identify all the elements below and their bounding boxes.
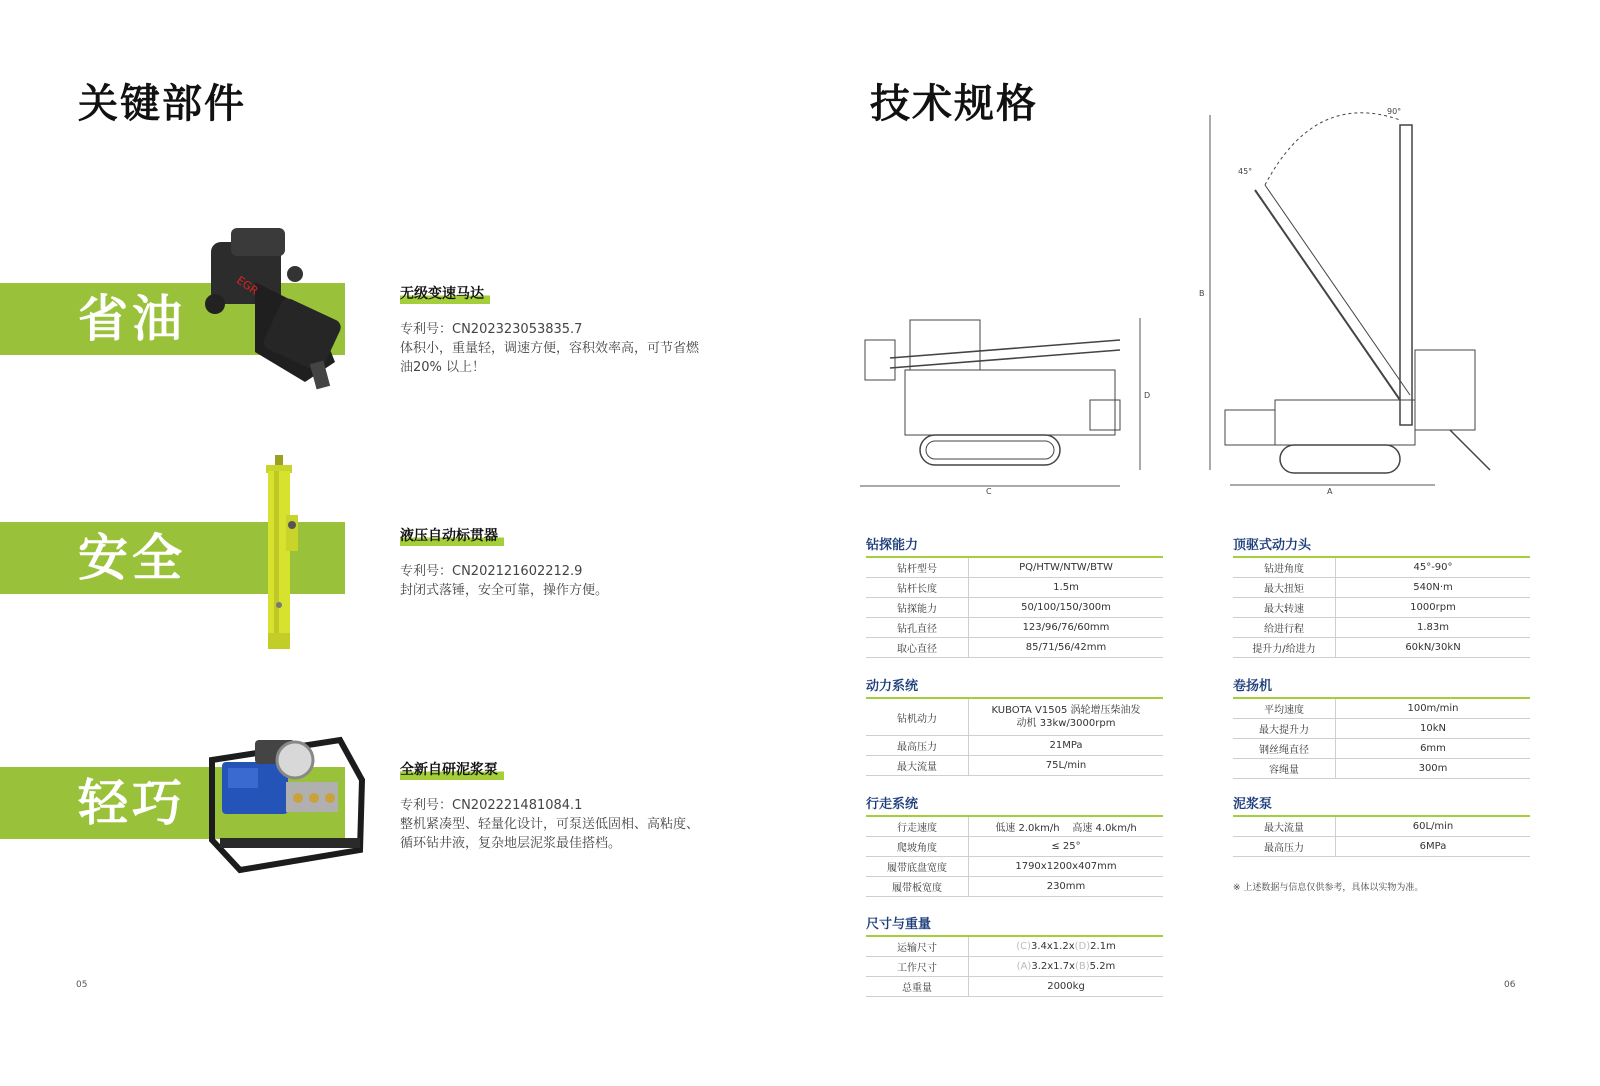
spec-section-winch bbox=[1233, 675, 1530, 779]
table-row bbox=[1233, 699, 1530, 719]
spec-value: 85/71/56/42mm bbox=[969, 638, 1164, 658]
spec-key: 行走速度 bbox=[866, 817, 969, 837]
page-number-left: 05 bbox=[76, 980, 88, 990]
spec-key: 钻孔直径 bbox=[866, 618, 969, 638]
rig-transport-drawing bbox=[860, 310, 1160, 500]
spec-key: 运输尺寸 bbox=[866, 937, 969, 957]
table-row bbox=[866, 957, 1163, 977]
spec-key: 给进行程 bbox=[1233, 618, 1336, 638]
table-row bbox=[1233, 719, 1530, 739]
spec-key: 钻机动力 bbox=[866, 699, 969, 736]
spec-section-title: 尺寸与重量 bbox=[866, 913, 1163, 937]
page-title-left: 关键部件 bbox=[78, 81, 246, 127]
rig-working-drawing bbox=[1195, 100, 1510, 500]
spec-key: 总重量 bbox=[866, 977, 969, 997]
spec-key: 爬坡角度 bbox=[866, 837, 969, 857]
spec-value: 300m bbox=[1336, 759, 1531, 779]
egr-logo: EGR bbox=[234, 273, 261, 298]
spec-key: 最大提升力 bbox=[1233, 719, 1336, 739]
band-label: 轻巧 bbox=[78, 774, 186, 832]
spec-value: (A)3.2x1.7x(B)5.2m bbox=[969, 957, 1164, 977]
spt-hammer-image bbox=[262, 455, 304, 655]
spec-value: 1790x1200x407mm bbox=[969, 857, 1164, 877]
spec-key: 工作尺寸 bbox=[866, 957, 969, 977]
spec-key: 最大扭矩 bbox=[1233, 578, 1336, 598]
angle-label-45: 45° bbox=[1238, 167, 1253, 176]
spec-key: 履带板宽度 bbox=[866, 877, 969, 897]
table-row bbox=[866, 977, 1163, 997]
feature-patent: 专利号：CN202121602212.9 bbox=[400, 564, 583, 579]
table-row bbox=[866, 857, 1163, 877]
spec-key: 最高压力 bbox=[866, 736, 969, 756]
feature-patent: 专利号：CN202323053835.7 bbox=[400, 322, 583, 337]
table-row bbox=[866, 937, 1163, 957]
angle-label-90: 90° bbox=[1387, 107, 1402, 116]
spec-value: 21MPa bbox=[969, 736, 1164, 756]
spec-key: 平均速度 bbox=[1233, 699, 1336, 719]
spec-key: 钻进角度 bbox=[1233, 558, 1336, 578]
table-row bbox=[866, 598, 1163, 618]
spec-value: 6mm bbox=[1336, 739, 1531, 759]
feature-item bbox=[400, 525, 710, 600]
table-row bbox=[866, 618, 1163, 638]
dimension-label-c: C bbox=[986, 487, 992, 496]
feature-name: 无级变速马达 bbox=[400, 283, 490, 304]
feature-item bbox=[400, 759, 710, 853]
spec-value: (C)3.4x1.2x(D)2.1m bbox=[969, 937, 1164, 957]
spec-section-mud-pump bbox=[1233, 793, 1530, 857]
spec-value: 100m/min bbox=[1336, 699, 1531, 719]
spec-value: 1.83m bbox=[1336, 618, 1531, 638]
table-row bbox=[1233, 558, 1530, 578]
spec-section-title: 卷扬机 bbox=[1233, 675, 1530, 699]
spec-section-title: 行走系统 bbox=[866, 793, 1163, 817]
spec-value: 60kN/30kN bbox=[1336, 638, 1531, 658]
spec-key: 钢丝绳直径 bbox=[1233, 739, 1336, 759]
spec-value: 2000kg bbox=[969, 977, 1164, 997]
spec-section-drilling bbox=[866, 534, 1163, 658]
spec-value: 1.5m bbox=[969, 578, 1164, 598]
spec-section-power bbox=[866, 675, 1163, 776]
spec-value: PQ/HTW/NTW/BTW bbox=[969, 558, 1164, 578]
spec-table bbox=[866, 558, 1163, 658]
spec-key: 最大流量 bbox=[1233, 817, 1336, 837]
page-number-right: 06 bbox=[1504, 980, 1516, 990]
table-row bbox=[866, 558, 1163, 578]
spec-key: 钻杆长度 bbox=[866, 578, 969, 598]
spec-section-dimensions bbox=[866, 913, 1163, 997]
spec-value: 50/100/150/300m bbox=[969, 598, 1164, 618]
spec-section-travel bbox=[866, 793, 1163, 897]
spec-value: 540N·m bbox=[1336, 578, 1531, 598]
table-row bbox=[1233, 598, 1530, 618]
dimension-label-b: B bbox=[1199, 289, 1205, 298]
spec-key: 最大流量 bbox=[866, 756, 969, 776]
spec-value: 75L/min bbox=[969, 756, 1164, 776]
spec-value: 60L/min bbox=[1336, 817, 1531, 837]
table-row bbox=[1233, 817, 1530, 837]
feature-item bbox=[400, 283, 710, 377]
band-label: 安全 bbox=[78, 529, 186, 587]
spec-table bbox=[866, 937, 1163, 997]
spec-key: 履带底盘宽度 bbox=[866, 857, 969, 877]
spec-table bbox=[1233, 817, 1530, 857]
spec-value: 6MPa bbox=[1336, 837, 1531, 857]
dimension-label-d: D bbox=[1144, 391, 1151, 400]
spec-section-title: 钻探能力 bbox=[866, 534, 1163, 558]
table-row bbox=[866, 837, 1163, 857]
spec-value: KUBOTA V1505 涡轮增压柴油发动机 33kw/3000rpm bbox=[969, 699, 1164, 736]
table-row bbox=[866, 817, 1163, 837]
table-row bbox=[1233, 618, 1530, 638]
spec-key: 提升力/给进力 bbox=[1233, 638, 1336, 658]
feature-description: 封闭式落锤，安全可靠，操作方便。 bbox=[400, 583, 609, 598]
table-row bbox=[866, 578, 1163, 598]
spec-key: 最高压力 bbox=[1233, 837, 1336, 857]
spec-key: 最大转速 bbox=[1233, 598, 1336, 618]
spec-key: 钻探能力 bbox=[866, 598, 969, 618]
spec-value: 230mm bbox=[969, 877, 1164, 897]
page-title-right: 技术规格 bbox=[870, 81, 1038, 127]
spec-table bbox=[1233, 699, 1530, 779]
table-row bbox=[1233, 578, 1530, 598]
feature-patent: 专利号：CN202221481084.1 bbox=[400, 798, 583, 813]
band-label: 省油 bbox=[78, 290, 186, 348]
spec-key: 取心直径 bbox=[866, 638, 969, 658]
mud-pump-image bbox=[200, 720, 370, 875]
spec-table bbox=[1233, 558, 1530, 658]
feature-name: 全新自研泥浆泵 bbox=[400, 759, 504, 780]
disclaimer-note: ※ 上述数据与信息仅供参考，具体以实物为准。 bbox=[1233, 883, 1424, 893]
table-row bbox=[866, 736, 1163, 756]
spec-section-top-drive bbox=[1233, 534, 1530, 658]
table-row bbox=[1233, 739, 1530, 759]
dimension-label-a: A bbox=[1327, 487, 1333, 496]
table-row bbox=[866, 756, 1163, 776]
spec-key: 容绳量 bbox=[1233, 759, 1336, 779]
hydraulic-motor-image bbox=[195, 222, 350, 397]
feature-name: 液压自动标贯器 bbox=[400, 525, 504, 546]
spec-value: 低速 2.0km/h 高速 4.0km/h bbox=[969, 817, 1164, 837]
feature-description: 整机紧凑型、轻量化设计，可泵送低固相、高粘度、循环钻井液，复杂地层泥浆最佳搭档。 bbox=[400, 817, 700, 851]
spec-value: 123/96/76/60mm bbox=[969, 618, 1164, 638]
table-row bbox=[866, 877, 1163, 897]
spec-value: 1000rpm bbox=[1336, 598, 1531, 618]
spec-key: 钻杆型号 bbox=[866, 558, 969, 578]
feature-description: 体积小，重量轻，调速方便，容积效率高，可节省燃油20% 以上！ bbox=[400, 341, 700, 375]
spec-section-title: 泥浆泵 bbox=[1233, 793, 1530, 817]
table-row bbox=[1233, 638, 1530, 658]
spec-table bbox=[866, 817, 1163, 897]
spec-section-title: 动力系统 bbox=[866, 675, 1163, 699]
table-row bbox=[866, 699, 1163, 736]
table-row bbox=[866, 638, 1163, 658]
spec-table bbox=[866, 699, 1163, 776]
table-row bbox=[1233, 759, 1530, 779]
table-row bbox=[1233, 837, 1530, 857]
spec-value: ≤ 25° bbox=[969, 837, 1164, 857]
spec-section-title: 顶驱式动力头 bbox=[1233, 534, 1530, 558]
spec-value: 10kN bbox=[1336, 719, 1531, 739]
spec-value: 45°-90° bbox=[1336, 558, 1531, 578]
